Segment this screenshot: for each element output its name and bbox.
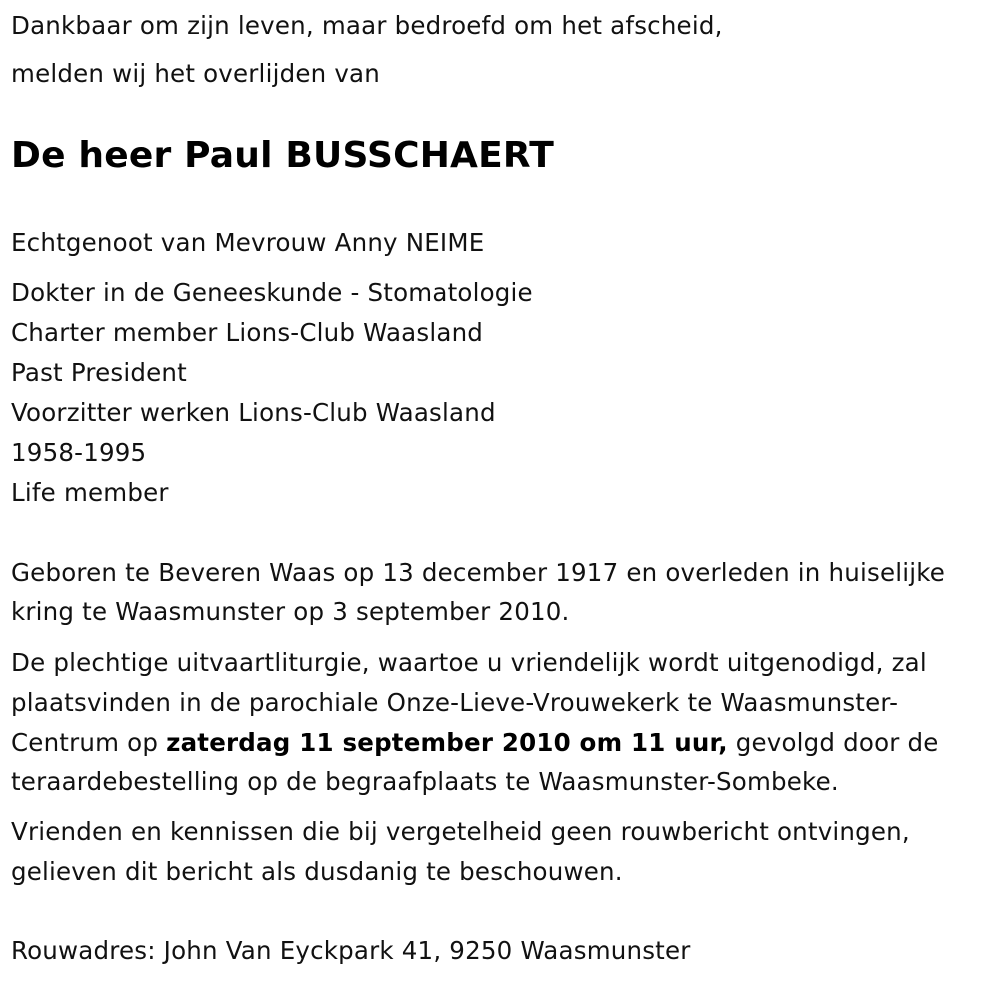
funeral-line-1: De plechtige uitvaartliturgie, waartoe u vriendelijk wordt uitgenodigd, zal bbox=[11, 648, 927, 677]
title-line: Past President bbox=[11, 358, 187, 387]
title-line: Life member bbox=[11, 478, 169, 507]
birth-death-line-2: kring te Waasmunster op 3 september 2010. bbox=[11, 597, 570, 626]
funeral-text: Centrum op bbox=[11, 728, 167, 757]
birth-death-line-1: Geboren te Beveren Waas op 13 december 1917 en overleden in huiselijke bbox=[11, 558, 946, 587]
notice-line-1: Vrienden en kennissen die bij vergetelheid geen rouwbericht ontvingen, bbox=[11, 817, 910, 846]
notice-line-2: gelieven dit bericht als dusdanig te beschouwen. bbox=[11, 857, 623, 886]
funeral-line-4: teraardebestelling op de begraafplaats te Waasmunster-Sombeke. bbox=[11, 767, 839, 796]
mourning-address: Rouwadres: John Van Eyckpark 41, 9250 Waasmunster bbox=[11, 936, 691, 965]
funeral-line-2: plaatsvinden in de parochiale Onze-Lieve-Vrouwekerk te Waasmunster- bbox=[11, 688, 899, 717]
funeral-date-time: zaterdag 11 september 2010 om 11 uur, bbox=[166, 728, 728, 757]
deceased-name: De heer Paul BUSSCHAERT bbox=[11, 135, 554, 176]
title-line: Charter member Lions-Club Waasland bbox=[11, 318, 484, 347]
title-line: 1958-1995 bbox=[11, 438, 147, 467]
spouse-line: Echtgenoot van Mevrouw Anny NEIME bbox=[11, 228, 485, 257]
funeral-line-3 bbox=[11, 723, 939, 763]
title-line: Dokter in de Geneeskunde - Stomatologie bbox=[11, 278, 533, 307]
intro-line-2: melden wij het overlijden van bbox=[11, 59, 380, 88]
title-line: Voorzitter werken Lions-Club Waasland bbox=[11, 398, 496, 427]
intro-line-1: Dankbaar om zijn leven, maar bedroefd om het afscheid, bbox=[11, 11, 723, 40]
funeral-text: gevolgd door de bbox=[727, 728, 939, 757]
